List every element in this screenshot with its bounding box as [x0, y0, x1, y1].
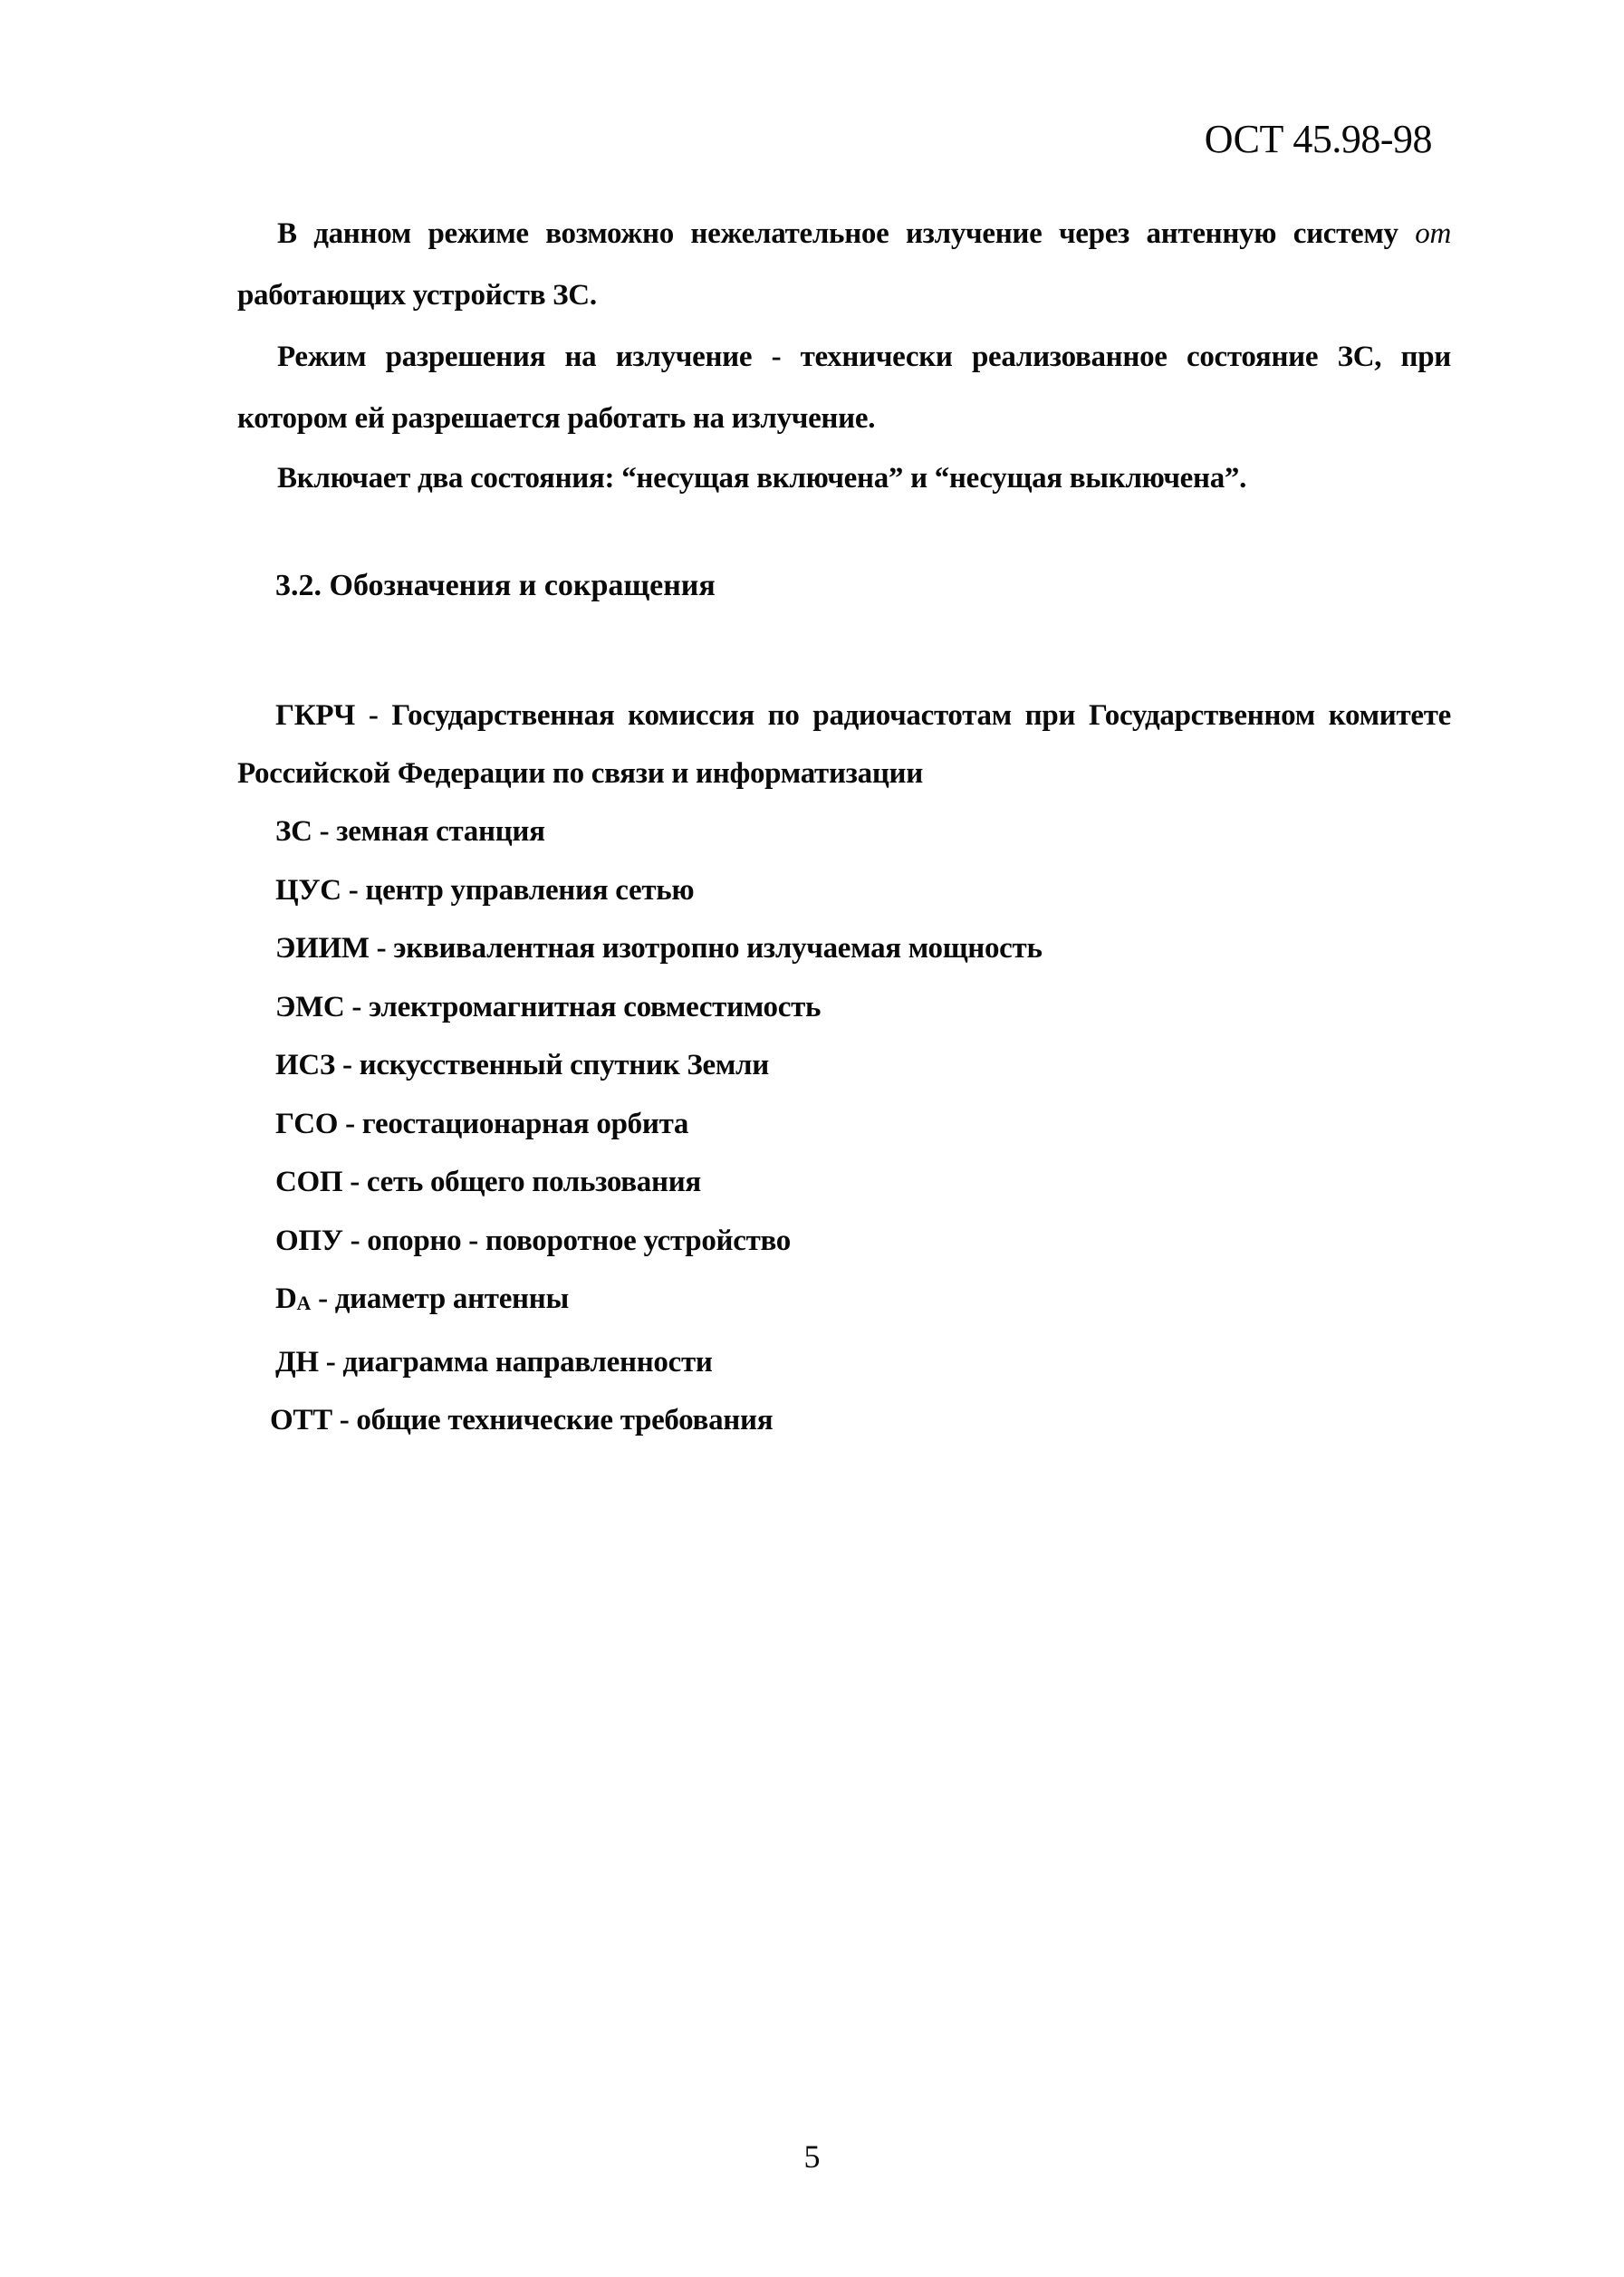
- abbreviation-list: [237, 687, 1451, 1450]
- intro-paragraph-1-end: работающих устройств ЗС.: [237, 279, 597, 312]
- intro-paragraph-3: Включает два состояния: “несущая включена” и “несущая выключена”.: [277, 462, 1247, 495]
- abbreviation-item: ОПУ - опорно - поворотное устройство: [275, 1224, 792, 1257]
- antenna-diameter-symbol: D: [275, 1283, 297, 1315]
- abbreviation-item-antenna-diameter: [237, 1270, 1451, 1333]
- intro-paragraph-1: [237, 203, 1451, 326]
- abbreviation-item: ГСО - геостационарная орбита: [275, 1107, 689, 1140]
- abbreviation-item: ЭМС - электромагнитная совместимость: [275, 990, 822, 1023]
- abbreviation-item: ОТТ - общие технические требования: [270, 1404, 774, 1436]
- abbreviation-item: ЦУС - центр управления сетью: [275, 873, 695, 907]
- term-emission-permission-mode: Режим разрешения на излучение: [277, 341, 753, 373]
- intro-paragraph-1-ot: от: [1415, 217, 1451, 250]
- antenna-diameter-subscript: A: [296, 1292, 312, 1314]
- intro-paragraph-2: [237, 326, 1451, 449]
- intro-paragraph-1-text: В данном режиме возможно нежелательное излучение через антенную систему: [277, 217, 1416, 250]
- document-code: ОСТ 45.98-98: [1204, 117, 1432, 161]
- section-title: 3.2. Обозначения и сокращения: [275, 569, 716, 602]
- abbreviation-item: ИСЗ - искусственный спутник Земли: [275, 1049, 769, 1081]
- abbreviation-item: ЗС - земная станция: [275, 815, 545, 848]
- page-number: 5: [803, 2138, 821, 2175]
- abbreviation-item: ГКРЧ - Государственная комиссия по радиочастотам при Государственном комитете Российской Федерации по связи и информатизации: [237, 699, 1451, 790]
- intro-paragraph-2-text: - технически реализованное состояние ЗС, при котором ей разрешается работать на излучение.: [237, 341, 1451, 435]
- abbreviation-item: ДН - диаграмма направленности: [275, 1345, 713, 1379]
- abbreviation-item: СОП - сеть общего пользования: [275, 1166, 701, 1198]
- antenna-diameter-text: - диаметр антенны: [311, 1283, 569, 1315]
- abbreviation-item: ЭИИМ - эквивалентная изотропно излучаемая мощность: [275, 932, 1043, 965]
